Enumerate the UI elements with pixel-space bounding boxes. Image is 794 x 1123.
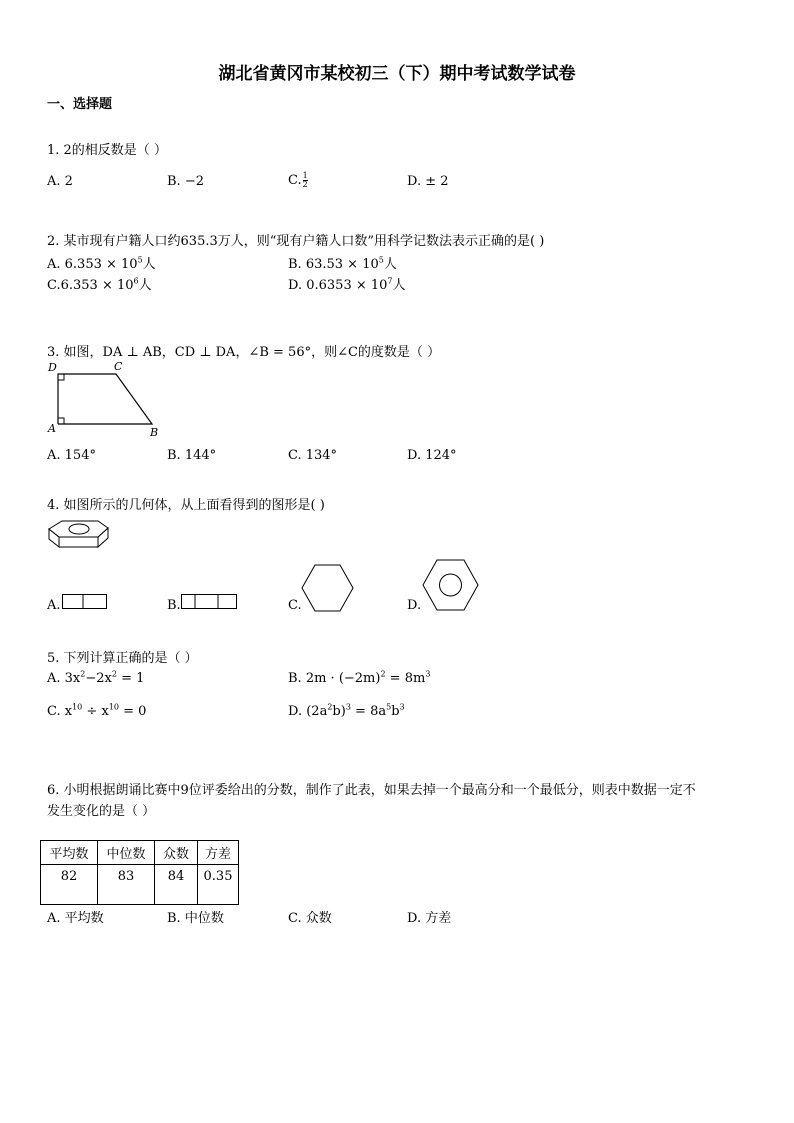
- q1-option-c: [288, 172, 308, 189]
- q5-option-c: C. $x^{10} \div x^{10} = 0$: [47, 702, 147, 719]
- q4-option-a: A.: [47, 598, 61, 613]
- q4-option-d-hexagon-circle: [421, 559, 481, 613]
- q4-option-d: D.: [407, 598, 422, 613]
- q3-option-a: A. 154°: [47, 448, 96, 463]
- trapezoid-outline: [58, 374, 152, 424]
- q5-stem: 5. 下列计算正确的是（ ）: [47, 651, 198, 666]
- nut-hole: [69, 524, 89, 534]
- q3-trapezoid-figure: [40, 358, 170, 438]
- hex-nut-solid-figure: [46, 514, 112, 554]
- fraction-one-half: [303, 172, 308, 189]
- value-mean: 82: [41, 865, 98, 905]
- score-stats-table: [40, 840, 239, 905]
- q6-option-a: A. 平均数: [47, 911, 104, 926]
- nut-side-front: [59, 537, 98, 547]
- section-heading: 一、选择题: [47, 97, 113, 112]
- q4-option-c: C.: [288, 598, 302, 613]
- header-mode: 众数: [155, 841, 198, 865]
- q2-option-b: B. $63.53 \times 10^5$人: [288, 255, 397, 272]
- rect-outline: [182, 595, 237, 609]
- q3-option-c: C. 134°: [288, 448, 338, 463]
- value-variance: 0.35: [198, 865, 239, 905]
- fraction-denominator: 2: [302, 180, 308, 189]
- table-row: [41, 865, 239, 905]
- q1-option-a: A. 2: [47, 174, 73, 189]
- q5-option-d: D. $(2a^2b)^3 = 8a^5b^3$: [288, 702, 405, 719]
- exam-title: 湖北省黄冈市某校初三（下）期中考试数学试卷: [218, 64, 576, 84]
- q5-option-b: B. $2m \cdot (-2m)^2 = 8m^3$: [288, 669, 431, 686]
- inner-circle: [440, 574, 462, 596]
- q2-option-a: A. $6.353 \times 10^5$人: [47, 255, 156, 272]
- q1-option-c-label: C.: [288, 173, 302, 188]
- q1-option-d: D. ± 2: [407, 174, 449, 189]
- q3-stem: 3. 如图，DA ⊥ AB，CD ⊥ DA，∠B = 56°，则∠C的度数是（ ）: [47, 345, 441, 360]
- rect-outline: [63, 595, 107, 609]
- q2-option-c: $C.6.353 \times 10^6$人: [47, 276, 152, 293]
- vertex-label-d: D: [48, 361, 57, 374]
- q2-option-d: D. $0.6353 \times 10^7$人: [288, 276, 406, 293]
- q4-option-b: B.: [167, 598, 181, 613]
- q4-option-a-figure: [62, 594, 108, 610]
- header-median: 中位数: [98, 841, 155, 865]
- q5-option-a: A. $3x^2-2x^2 = 1$: [47, 669, 145, 686]
- header-mean: 平均数: [41, 841, 98, 865]
- table-header-row: [41, 841, 239, 865]
- value-median: 83: [98, 865, 155, 905]
- q3-option-d: D. 124°: [407, 448, 457, 463]
- q6-option-b: B. 中位数: [167, 911, 224, 926]
- header-variance: 方差: [198, 841, 239, 865]
- q2-stem: 2. 某市现有户籍人口约635.3万人，则“现有户籍人口数”用科学记数法表示正确的是( ): [47, 234, 545, 249]
- q6-stem-line-2: 发生变化的是（ ）: [47, 804, 156, 819]
- q6-stem-line-1: 6. 小明根据朗诵比赛中9位评委给出的分数，制作了此表，如果去掉一个最高分和一个最低分，则表中数据一定不: [47, 783, 696, 798]
- value-mode: 84: [155, 865, 198, 905]
- vertex-label-a: A: [48, 422, 56, 435]
- q4-option-b-figure: [181, 594, 239, 610]
- q6-option-c: C. 众数: [288, 911, 332, 926]
- vertex-label-b: B: [150, 426, 159, 439]
- right-angle-mark-d: [58, 374, 64, 380]
- q6-option-d: D. 方差: [407, 911, 452, 926]
- fraction-numerator: 1: [302, 171, 308, 180]
- q1-option-b: B. −2: [167, 174, 204, 189]
- hexagon-outline: [423, 560, 478, 610]
- q1-stem: 1. 2的相反数是（ ）: [47, 143, 167, 158]
- q3-option-b: B. 144°: [167, 448, 217, 463]
- vertex-label-c: C: [114, 360, 123, 373]
- q4-stem: 4. 如图所示的几何体，从上面看得到的图形是( ): [47, 498, 325, 513]
- q4-option-c-hexagon: [300, 564, 356, 612]
- right-angle-mark-a: [58, 418, 64, 424]
- hexagon-outline: [302, 565, 353, 611]
